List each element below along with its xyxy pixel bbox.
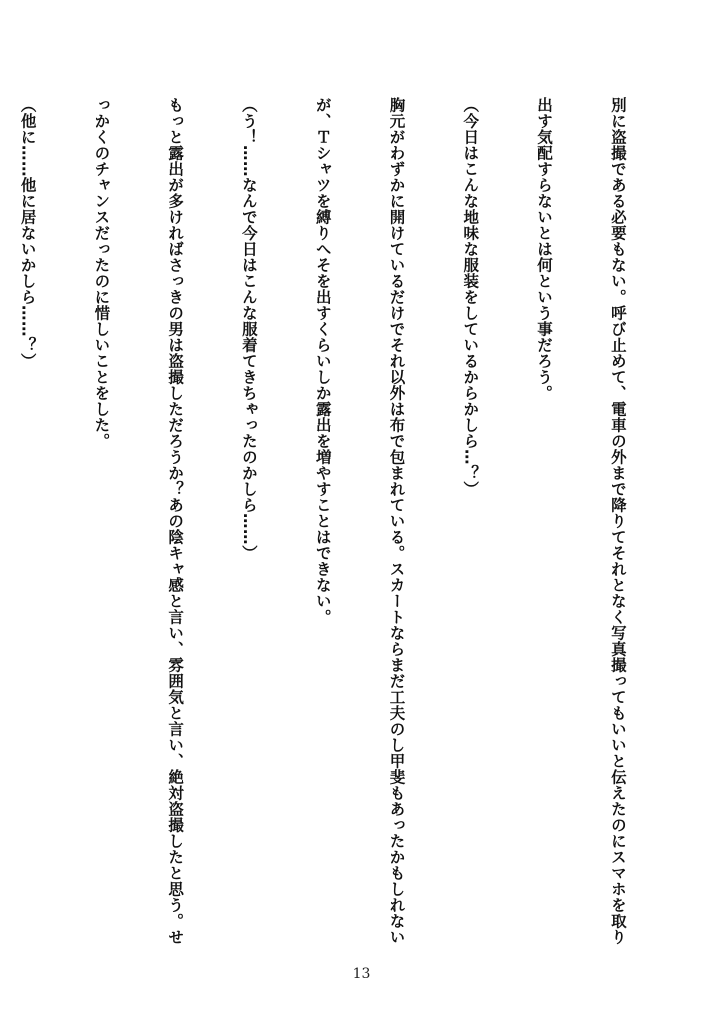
- text-line: が、Ｔシャツを縛りへそを出すくらいしか露出を増やすことはできない。: [313, 97, 332, 625]
- text-line: （今日はこんな地味な服装をしているからかしら…？）: [461, 97, 480, 497]
- text-line: 胸元がわずかに開けているだけでそれ以外は布で包まれている。スカートならまだ工夫のし甲斐もあったかもしれない: [387, 97, 406, 945]
- text-line: 出す気配すらないとは何という事だろう。: [535, 97, 554, 401]
- vertical-text-block: [18, 97, 679, 945]
- text-line: っかくのチャンスだったのに惜しいことをした。: [92, 97, 111, 449]
- text-line: （他に……他に居ないかしら……？）: [18, 97, 37, 369]
- text-line: （う！……なんで今日はこんな服着てきちゃったのかしら……）: [239, 97, 258, 561]
- text-line: もっと露出が多ければさっきの男は盗撮しただろうか？あの陰キャ感と言い、雰囲気と言い、絶対盗撮したと思う。せ: [166, 97, 185, 945]
- text-line: 別に盗撮である必要もない。呼び止めて、電車の外まで降りてそれとなく写真撮ってもいいと伝えたのにスマホを取り: [608, 97, 627, 945]
- page-number: 13: [352, 966, 371, 982]
